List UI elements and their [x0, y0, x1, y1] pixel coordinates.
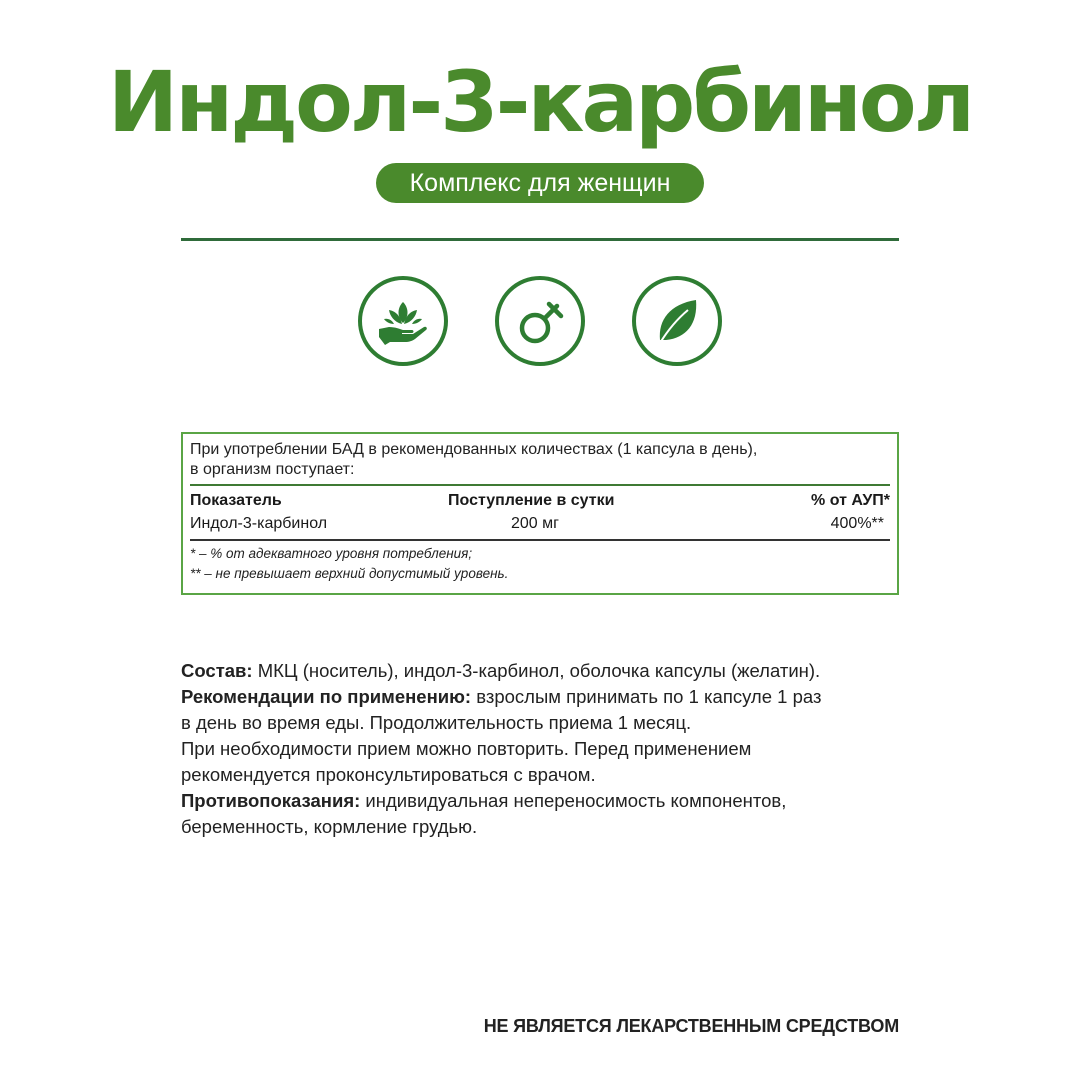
composition: Состав: МКЦ (носитель), индол-3-карбинол, оболочка капсулы (желатин).	[181, 660, 821, 681]
subtitle-badge: Комплекс для женщин	[376, 163, 704, 203]
divider	[181, 238, 899, 241]
product-description: Состав: МКЦ (носитель), индол-3-карбинол, оболочка капсулы (желатин). Рекомендации по применению: взрослым принимать по 1 капсуле 1 раз в день во время еды. Продолжительность приема 1 месяц. При необходимости прием можно повторить. Перед применением рекомендуется проконсультироваться с врачом. Противопоказания: индивидуальная непереносимость компонентов, беременность, кормление грудью.	[181, 658, 921, 840]
leaf-icon	[632, 276, 722, 366]
column-header: Поступление в сутки	[448, 492, 615, 509]
footnote: ** – не превышает верхний допустимый уровень.	[190, 566, 509, 581]
column-header: Показатель	[190, 492, 282, 509]
table-intro: При употреблении БАД в рекомендованных количествах (1 капсула в день), в организм поступает:	[190, 441, 758, 478]
column-header: % от АУП*	[811, 492, 890, 509]
contraindications: Противопоказания: индивидуальная непереносимость компонентов,	[181, 790, 787, 811]
usage-recommendations: Рекомендации по применению: взрослым принимать по 1 капсуле 1 раз	[181, 686, 822, 707]
page-title: Индол-3-карбинол	[107, 53, 973, 151]
table-cell: 200 мг	[511, 515, 559, 532]
footnote: * – % от адекватного уровня потребления;	[190, 546, 473, 561]
intake-info-table	[181, 432, 899, 595]
table-divider	[190, 539, 890, 541]
female-gender-icon	[495, 276, 585, 366]
table-divider	[190, 484, 890, 486]
lotus-hand-icon	[358, 276, 448, 366]
disclaimer: НЕ ЯВЛЯЕТСЯ ЛЕКАРСТВЕННЫМ СРЕДСТВОМ	[483, 1016, 899, 1036]
table-cell: Индол-3-карбинол	[190, 515, 328, 532]
table-cell: 400%**	[830, 515, 884, 532]
